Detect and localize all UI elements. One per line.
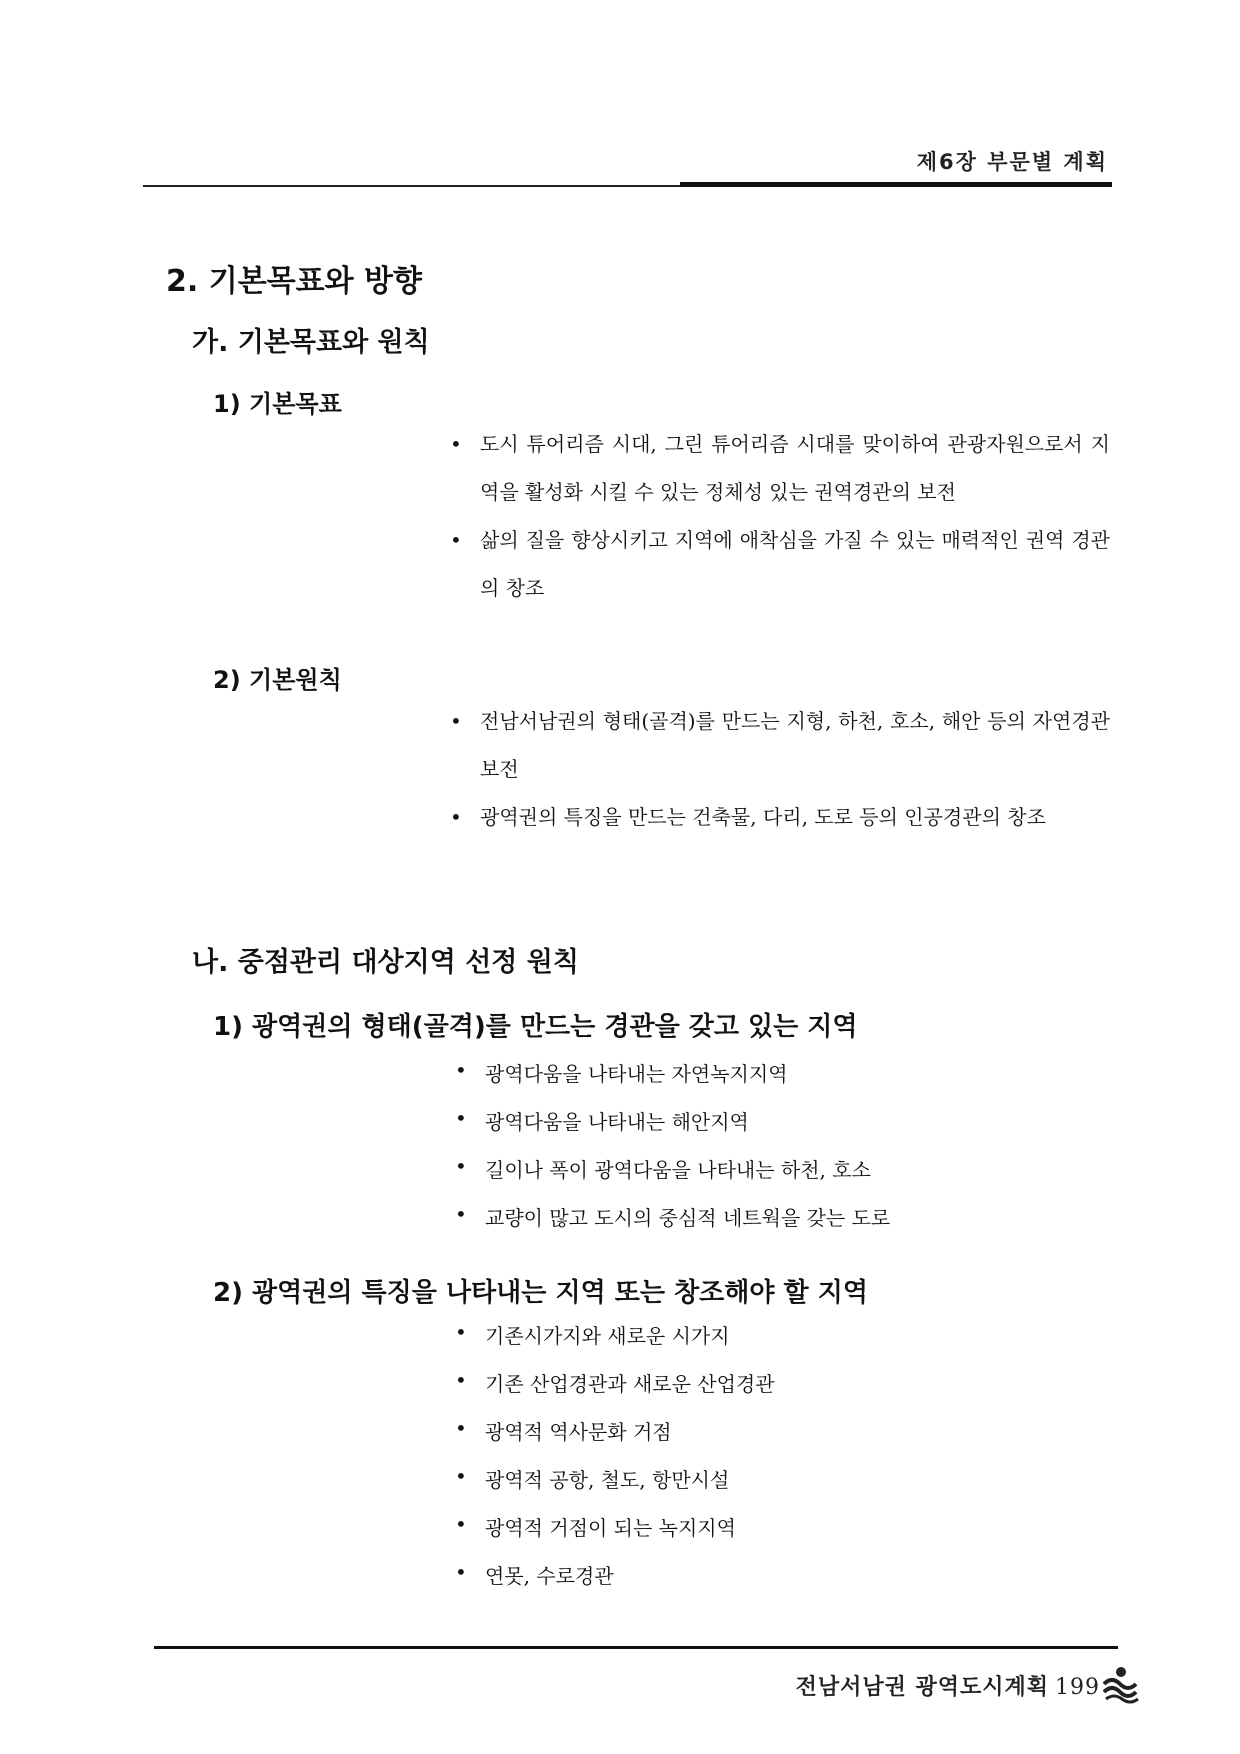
bullet-icon: • bbox=[455, 1154, 467, 1178]
item-b1-list bbox=[455, 1058, 890, 1250]
list-item-text: 교량이 많고 도시의 중심적 네트웍을 갖는 도로 bbox=[485, 1206, 891, 1230]
bullet-icon: • bbox=[455, 1106, 467, 1130]
bullet-icon: • bbox=[455, 1368, 467, 1392]
bullet-icon: • bbox=[455, 1512, 467, 1536]
list-item bbox=[455, 1368, 775, 1416]
list-item-text: 연못, 수로경관 bbox=[485, 1564, 614, 1588]
list-item-text: 삶의 질을 향상시키고 지역에 애착심을 가질 수 있는 매력적인 권역 경관의 창조 bbox=[480, 528, 1110, 600]
list-item bbox=[455, 1202, 890, 1250]
list-item bbox=[450, 516, 1110, 612]
list-item bbox=[455, 1320, 775, 1368]
header-rule-thick bbox=[680, 182, 1112, 187]
list-item-text: 기존시가지와 새로운 시가지 bbox=[485, 1324, 730, 1348]
list-item-text: 광역적 거점이 되는 녹지지역 bbox=[485, 1516, 736, 1540]
list-item bbox=[455, 1416, 775, 1464]
list-item bbox=[455, 1464, 775, 1512]
list-item-text: 기존 산업경관과 새로운 산업경관 bbox=[485, 1372, 775, 1396]
header-rule-thin bbox=[143, 185, 683, 187]
list-item bbox=[455, 1106, 890, 1154]
bullet-icon: • bbox=[455, 1320, 467, 1344]
subsection-b-title: 나. 중점관리 대상지역 선정 원칙 bbox=[192, 947, 579, 978]
bullet-icon: • bbox=[450, 709, 462, 733]
list-item bbox=[455, 1512, 775, 1560]
list-item-text: 길이나 폭이 광역다움을 나타내는 하천, 호소 bbox=[485, 1158, 871, 1182]
page-number: 199 bbox=[1055, 1675, 1100, 1700]
item-b2-title: 2) 광역권의 특징을 나타내는 지역 또는 창조해야 할 지역 bbox=[213, 1278, 868, 1308]
bullet-icon: • bbox=[450, 528, 462, 552]
list-item-text: 광역적 공항, 철도, 항만시설 bbox=[485, 1468, 730, 1492]
section-title: 2. 기본목표와 방향 bbox=[166, 264, 423, 299]
bullet-icon: • bbox=[455, 1560, 467, 1584]
list-item-text: 광역다움을 나타내는 자연녹지지역 bbox=[485, 1062, 788, 1086]
bullet-icon: • bbox=[455, 1202, 467, 1226]
bullet-icon: • bbox=[455, 1464, 467, 1488]
item-a1-bullets bbox=[450, 420, 1110, 612]
list-item bbox=[455, 1154, 890, 1202]
list-item bbox=[455, 1560, 775, 1608]
item-a2-bullets bbox=[450, 697, 1110, 841]
item-a2-title: 2) 기본원칙 bbox=[213, 666, 342, 694]
footer-rule bbox=[154, 1646, 1118, 1649]
footer-title bbox=[796, 1670, 1100, 1701]
bullet-icon: • bbox=[450, 805, 462, 829]
list-item-text: 전남서남권의 형태(골격)를 만드는 지형, 하천, 호소, 해안 등의 자연경관 보전 bbox=[480, 709, 1110, 781]
footer-document-title: 전남서남권 광역도시계획 bbox=[795, 1675, 1049, 1700]
chapter-header: 제6장 부문별 계획 bbox=[916, 150, 1108, 174]
list-item bbox=[450, 793, 1110, 841]
list-item bbox=[450, 420, 1110, 516]
list-item-text: 광역권의 특징을 만드는 건축물, 다리, 도로 등의 인공경관의 창조 bbox=[480, 805, 1046, 829]
list-item bbox=[450, 697, 1110, 793]
bullet-icon: • bbox=[455, 1416, 467, 1440]
bullet-icon: • bbox=[450, 432, 462, 456]
item-b2-list bbox=[455, 1320, 775, 1608]
item-a1-title: 1) 기본목표 bbox=[213, 390, 342, 418]
bullet-icon: • bbox=[455, 1058, 467, 1082]
list-item-text: 광역다움을 나타내는 해안지역 bbox=[485, 1110, 749, 1134]
subsection-a-title: 가. 기본목표와 원칙 bbox=[192, 327, 430, 358]
wave-logo-icon bbox=[1100, 1664, 1140, 1708]
list-item-text: 도시 튜어리즘 시대, 그린 튜어리즘 시대를 맞이하여 관광자원으로서 지역을 활성화 시킬 수 있는 정체성 있는 권역경관의 보전 bbox=[480, 432, 1110, 504]
list-item-text: 광역적 역사문화 거점 bbox=[485, 1420, 672, 1444]
list-item bbox=[455, 1058, 890, 1106]
item-b1-title: 1) 광역권의 형태(골격)를 만드는 경관을 갖고 있는 지역 bbox=[213, 1012, 858, 1042]
